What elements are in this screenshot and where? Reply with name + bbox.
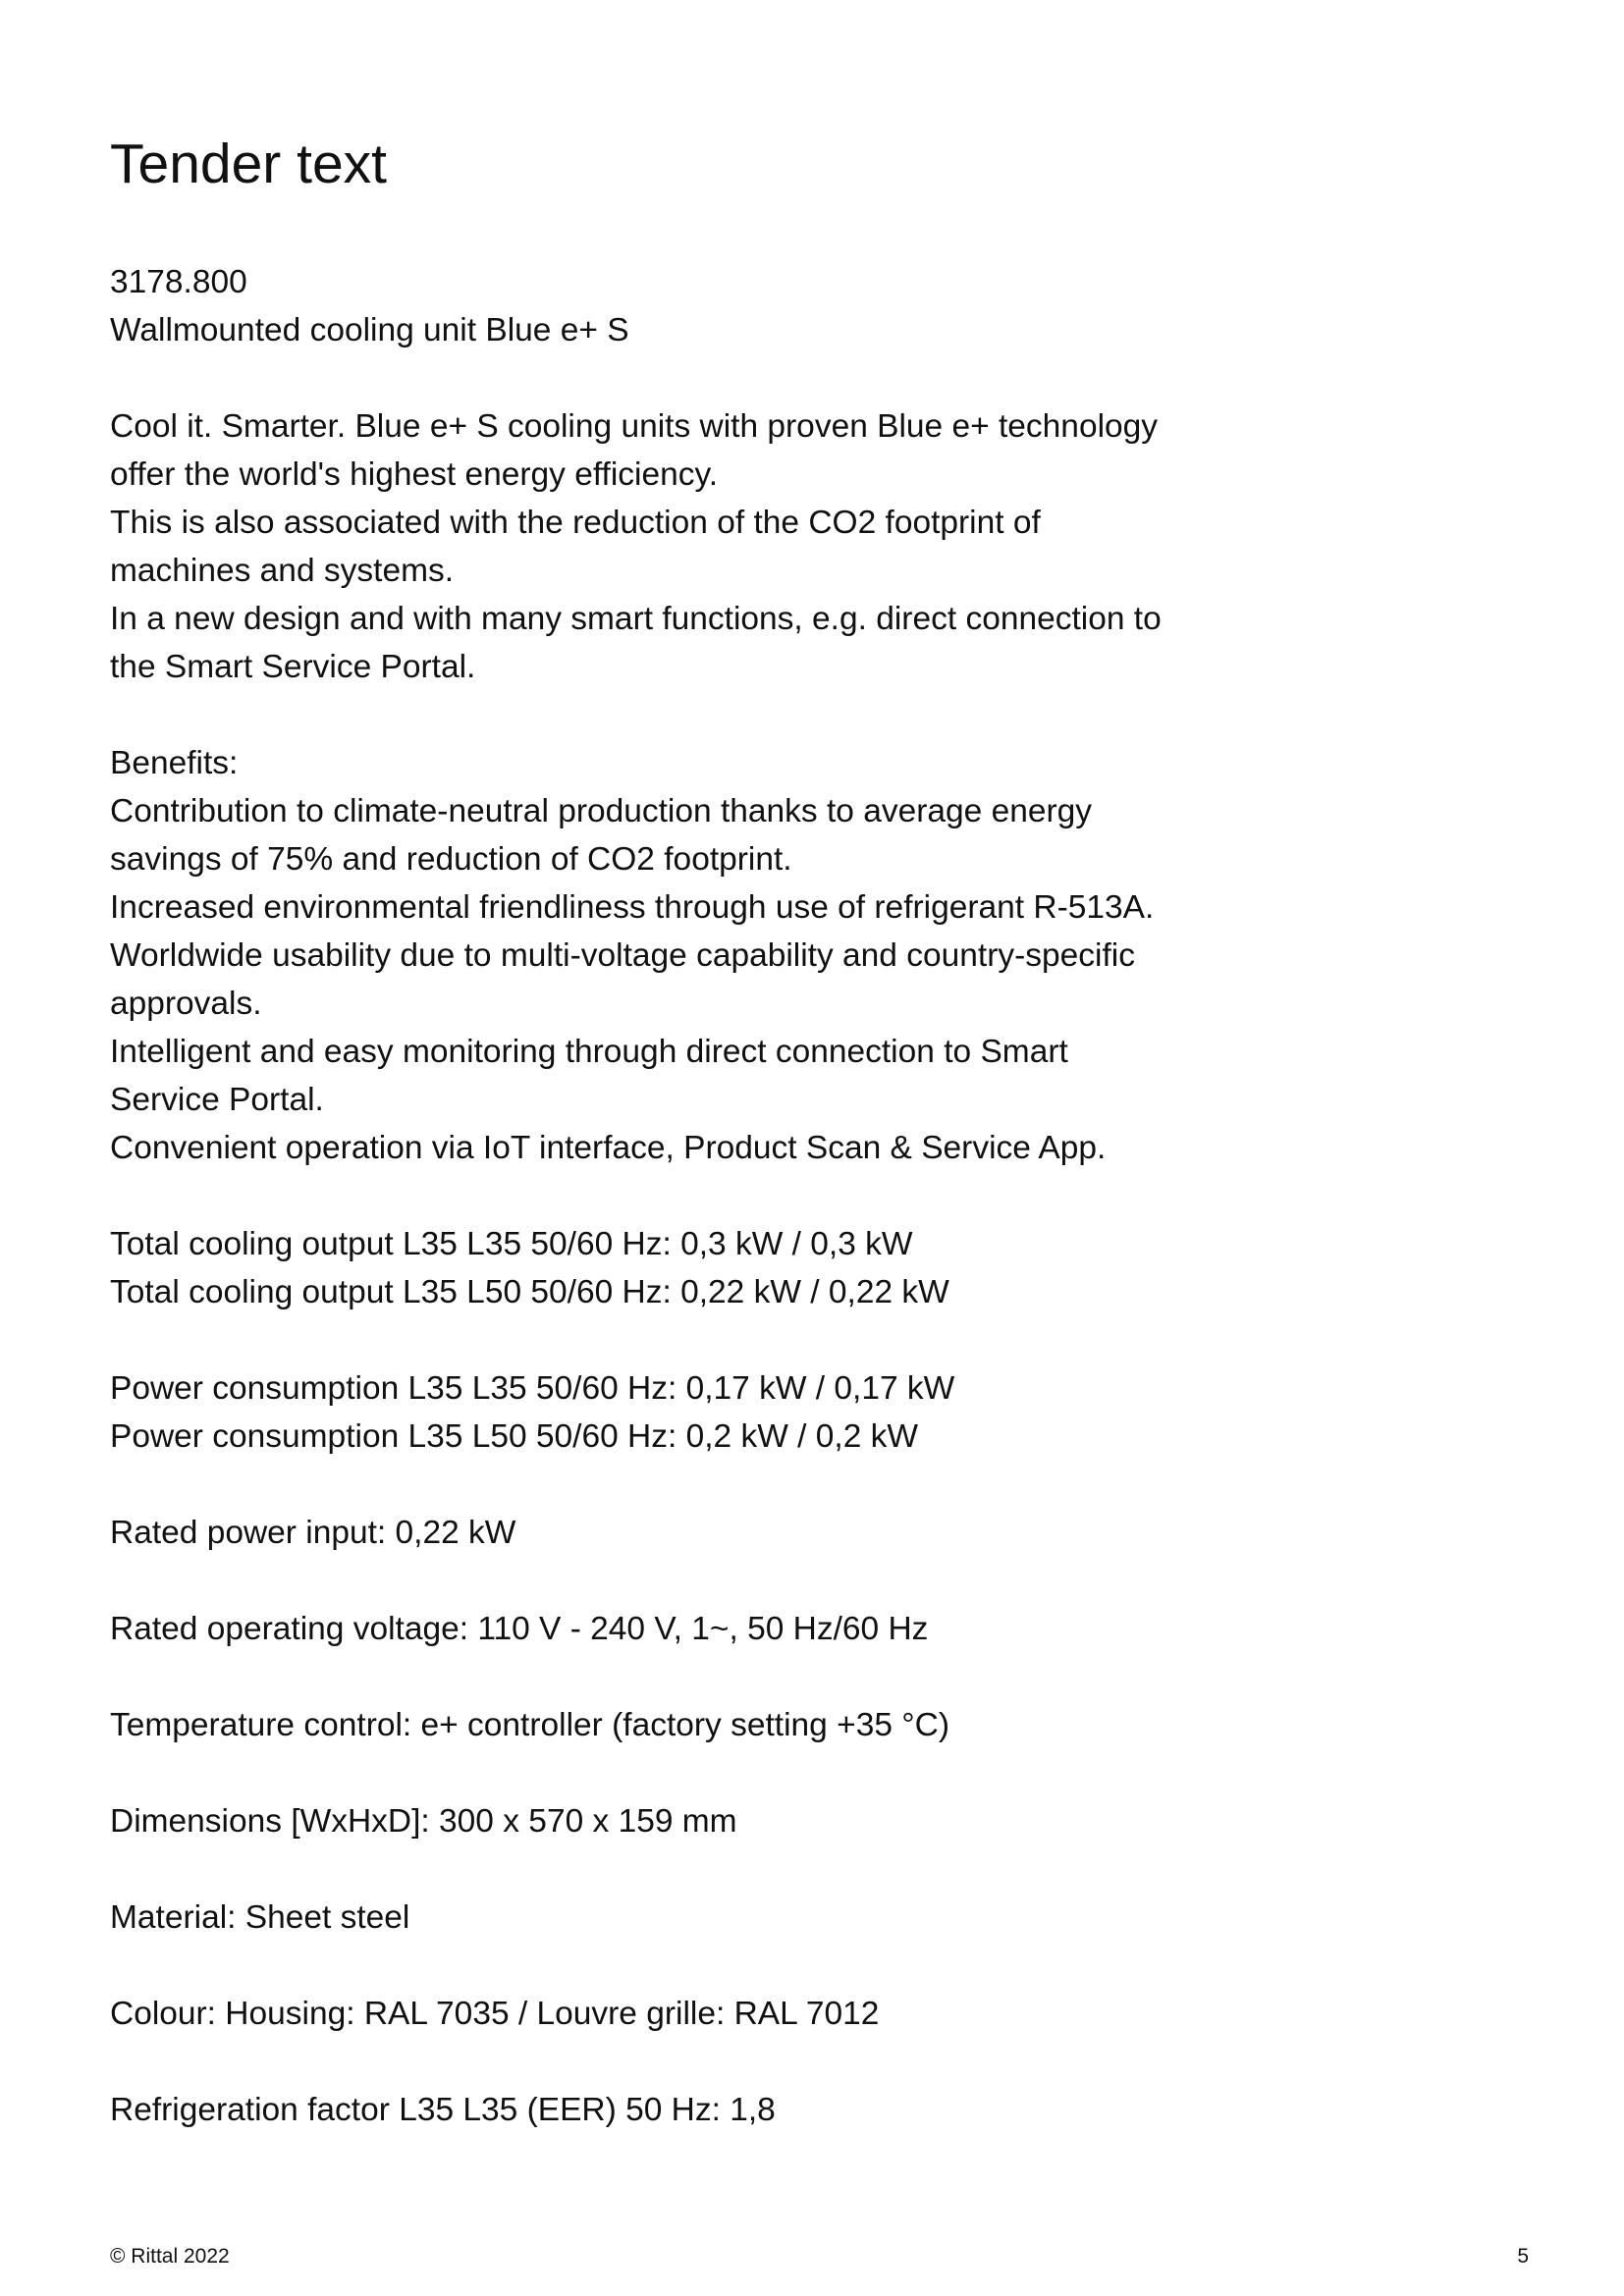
paragraph-gap (110, 691, 1219, 739)
cooling-output-line: Total cooling output L35 L35 50/60 Hz: 0,3 kW / 0,3 kW (110, 1226, 913, 1262)
paragraph-gap (110, 2038, 1219, 2086)
paragraph-gap (110, 1172, 1219, 1220)
cooling-output-section (110, 1220, 1219, 1316)
benefit-line: Convenient operation via IoT interface, Product Scan & Service App. (110, 1130, 1107, 1166)
benefit-line: savings of 75% and reduction of CO2 footprint. (110, 841, 792, 878)
power-consumption-line: Power consumption L35 L50 50/60 Hz: 0,2 kW / 0,2 kW (110, 1418, 919, 1455)
benefits-heading: Benefits: (110, 745, 239, 781)
material: Material: Sheet steel (110, 1899, 410, 1936)
article-name: Wallmounted cooling unit Blue e+ S (110, 312, 629, 348)
rated-power-input: Rated power input: 0,22 kW (110, 1515, 516, 1551)
paragraph-gap (110, 1461, 1219, 1509)
dimensions: Dimensions [WxHxD]: 300 x 570 x 159 mm (110, 1803, 737, 1840)
benefit-line: Contribution to climate-neutral production thanks to average energy (110, 793, 1092, 829)
temperature-control: Temperature control: e+ controller (factory setting +35 °C) (110, 1707, 950, 1743)
colour: Colour: Housing: RAL 7035 / Louvre grille: RAL 7012 (110, 1996, 880, 2032)
benefit-line: approvals. (110, 986, 262, 1022)
paragraph-gap (110, 1557, 1219, 1605)
footer-page-number: 5 (1517, 2245, 1529, 2268)
paragraph-gap (110, 1845, 1219, 1894)
benefit-line: Increased environmental friendliness through use of refrigerant R-513A. (110, 889, 1155, 926)
paragraph-gap (110, 354, 1219, 402)
benefit-line: Intelligent and easy monitoring through direct connection to Smart (110, 1034, 1068, 1070)
intro-line: In a new design and with many smart functions, e.g. direct connection to (110, 601, 1162, 637)
page-title: Tender text (110, 133, 387, 195)
power-consumption-section (110, 1364, 1219, 1461)
paragraph-gap (110, 1942, 1219, 1990)
paragraph-gap (110, 1316, 1219, 1364)
intro-paragraph (110, 402, 1219, 691)
intro-line: This is also associated with the reduction of the CO2 footprint of (110, 505, 1041, 541)
paragraph-gap (110, 1653, 1219, 1701)
footer-copyright: © Rittal 2022 (110, 2245, 230, 2268)
refrigeration-factor: Refrigeration factor L35 L35 (EER) 50 Hz: 1,8 (110, 2092, 776, 2128)
intro-line: Cool it. Smarter. Blue e+ S cooling units with proven Blue e+ technology (110, 408, 1159, 445)
tender-text-body (110, 258, 1219, 2134)
intro-line: machines and systems. (110, 553, 455, 589)
intro-line: offer the world's highest energy efficiency. (110, 456, 719, 493)
power-consumption-line: Power consumption L35 L35 50/60 Hz: 0,17 kW / 0,17 kW (110, 1370, 955, 1407)
rated-operating-voltage: Rated operating voltage: 110 V - 240 V, 1~, 50 Hz/60 Hz (110, 1611, 929, 1647)
benefits-section (110, 739, 1219, 1172)
intro-line: the Smart Service Portal. (110, 649, 476, 685)
article-number: 3178.800 (110, 264, 247, 300)
paragraph-gap (110, 1749, 1219, 1797)
benefit-line: Service Portal. (110, 1082, 324, 1118)
benefit-line: Worldwide usability due to multi-voltage capability and country-specific (110, 937, 1135, 974)
cooling-output-line: Total cooling output L35 L50 50/60 Hz: 0,22 kW / 0,22 kW (110, 1274, 949, 1310)
